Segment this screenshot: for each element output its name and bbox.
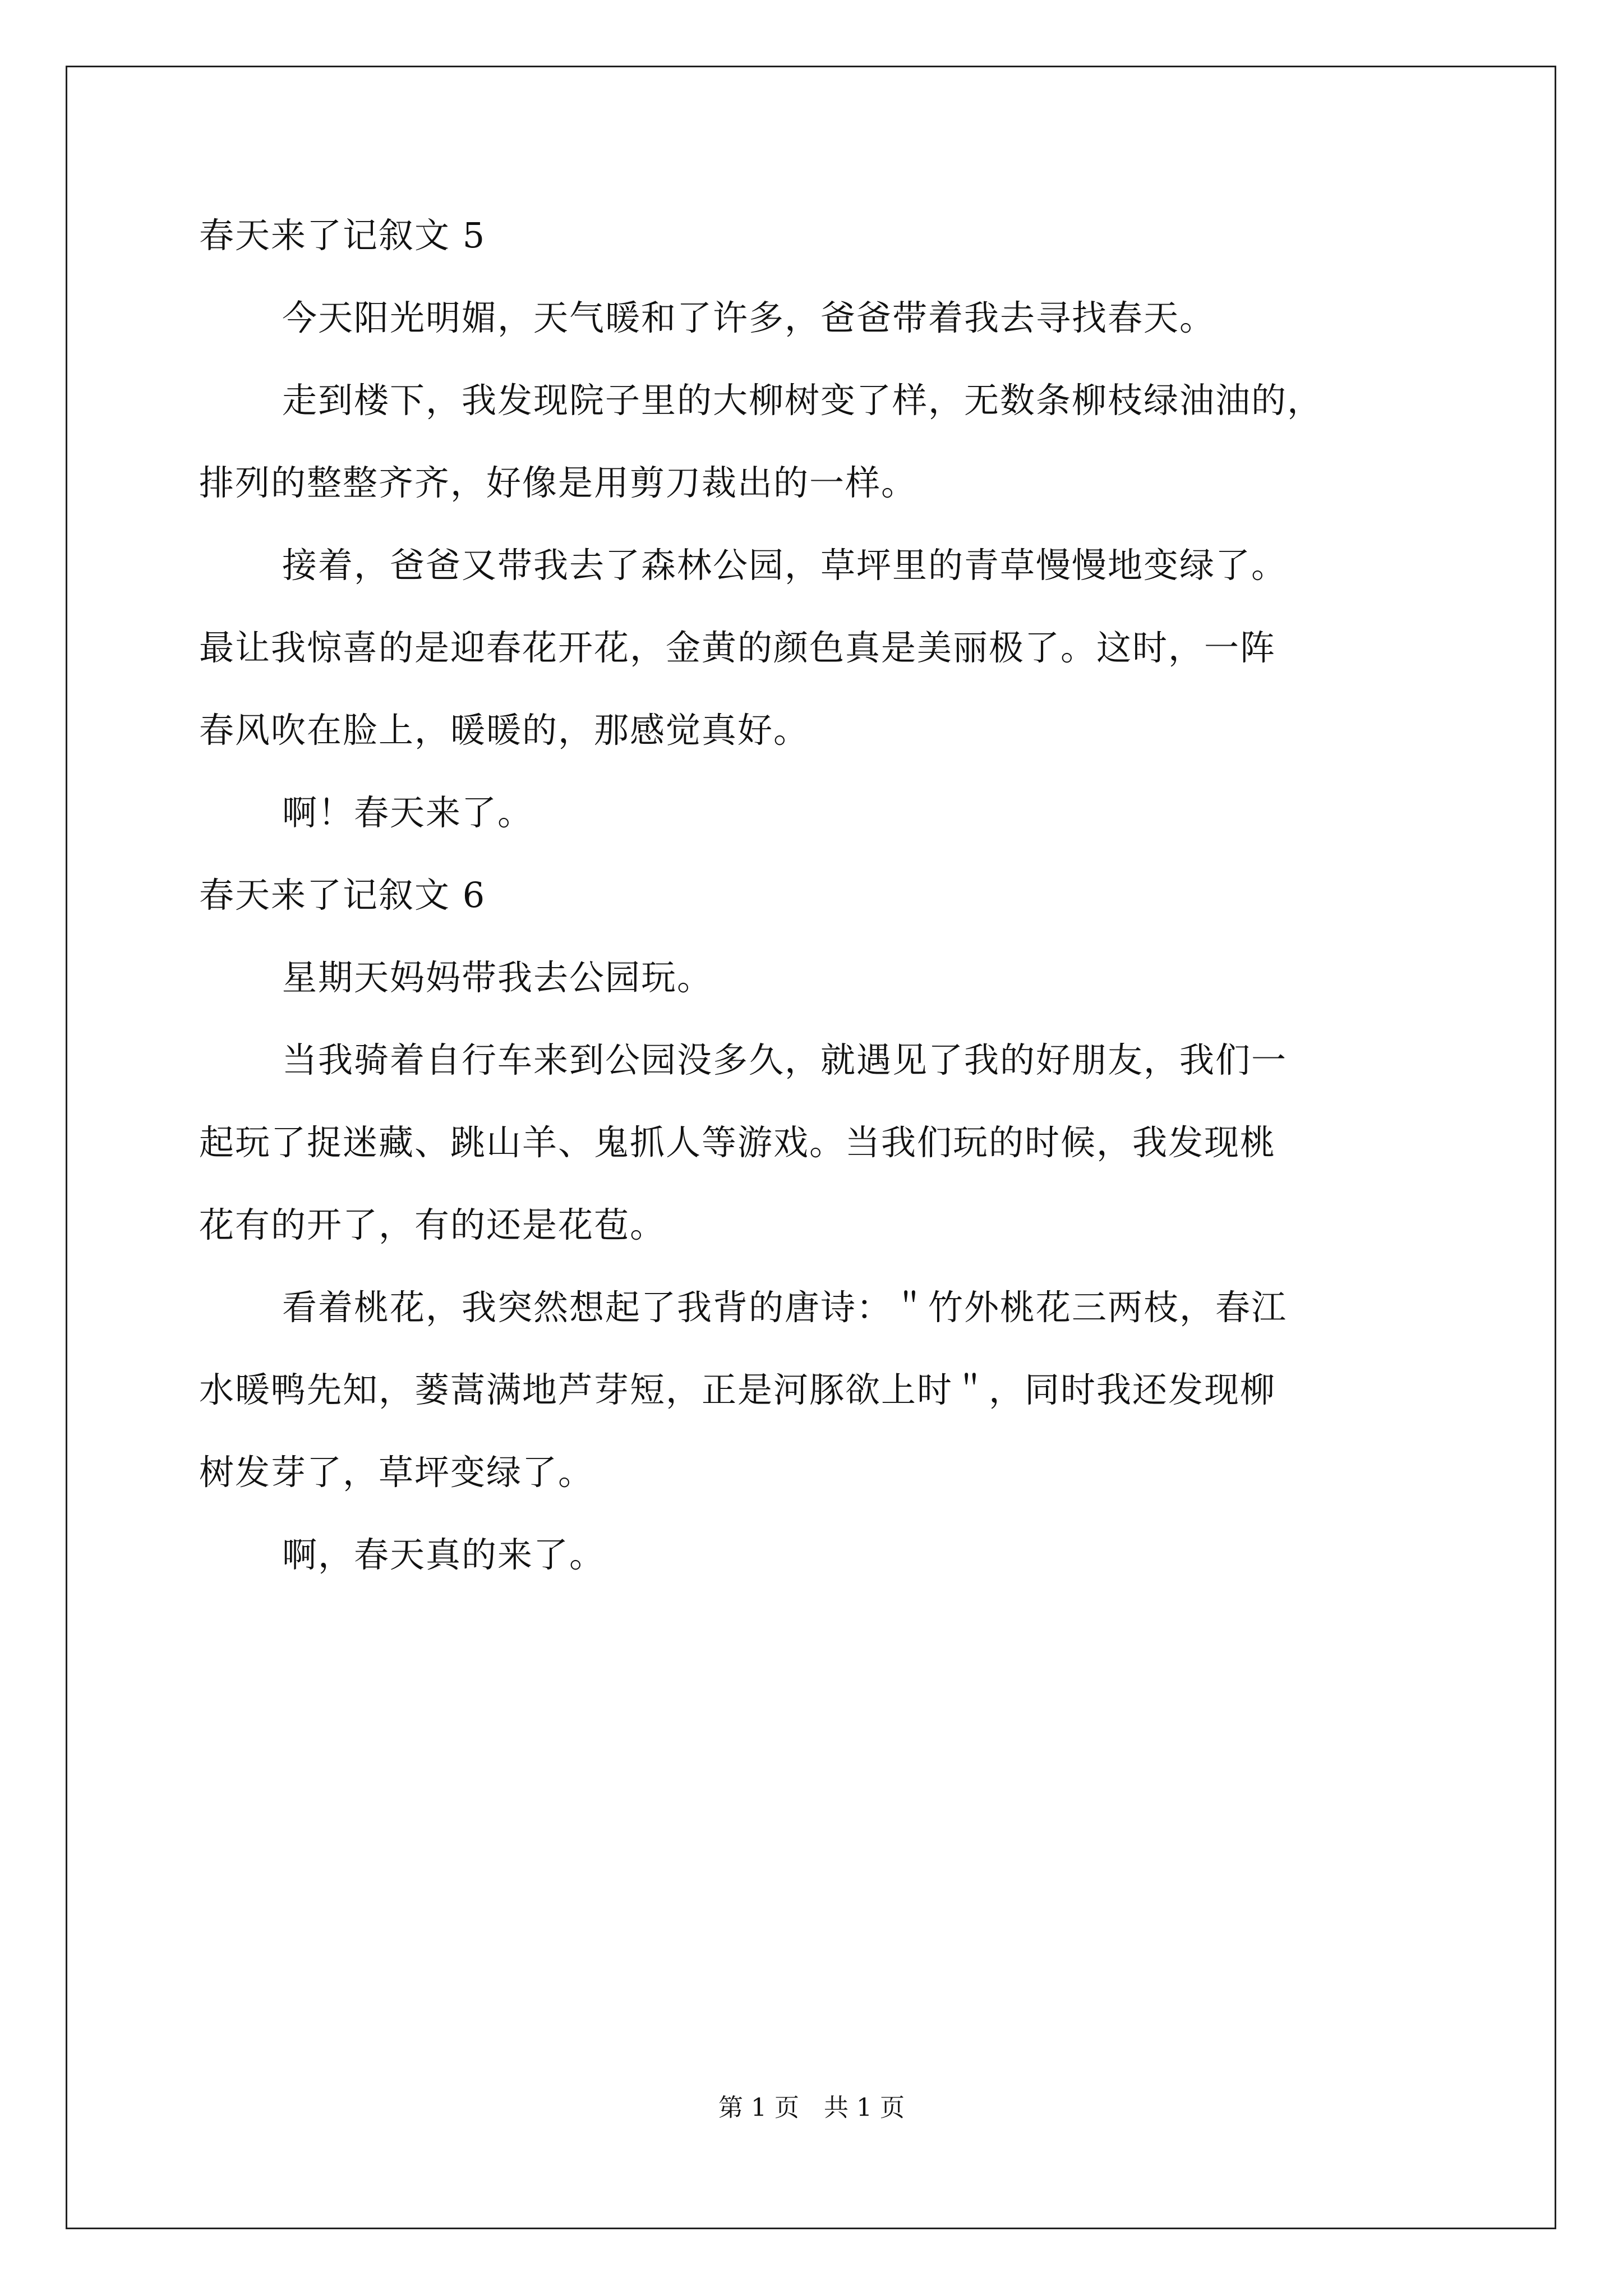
paragraph-line: 今天阳光明媚，天气暖和了许多，爸爸带着我去寻找春天。 <box>282 297 1216 338</box>
paragraph-line: 起玩了捉迷藏、跳山羊、鬼抓人等游戏。当我们玩的时候，我发现桃 <box>199 1122 1276 1163</box>
paragraph-line: 当我骑着自行车来到公园没多久，就遇见了我的好朋友，我们一 <box>282 1039 1288 1080</box>
section-title: 春天来了记叙文 6 <box>199 875 486 915</box>
page-number: 第 1 页 共 1 页 <box>718 2093 905 2122</box>
paragraph-line: 走到楼下，我发现院子里的大柳树变了样，无数条柳枝绿油油的， <box>282 380 1324 421</box>
paragraph-line: 星期天妈妈带我去公园玩。 <box>282 957 713 998</box>
paragraph-line: 看着桃花，我突然想起了我背的唐诗：＂竹外桃花三两枝，春江 <box>282 1287 1288 1328</box>
paragraph-line: 啊！春天来了。 <box>282 792 534 833</box>
paragraph-line: 最让我惊喜的是迎春花开花，金黄的颜色真是美丽极了。这时，一阵 <box>199 627 1276 668</box>
paragraph-line: 春风吹在脸上，暖暖的，那感觉真好。 <box>199 710 810 751</box>
paragraph-line: 啊，春天真的来了。 <box>282 1534 606 1575</box>
paragraph-line: 树发芽了，草坪变绿了。 <box>199 1452 594 1493</box>
section-title: 春天来了记叙文 5 <box>199 215 486 256</box>
paragraph-line: 排列的整整齐齐，好像是用剪刀裁出的一样。 <box>199 462 917 503</box>
paragraph-line: 水暖鸭先知，蒌蒿满地芦芽短，正是河豚欲上时＂，同时我还发现柳 <box>199 1369 1276 1410</box>
paragraph-line: 花有的开了，有的还是花苞。 <box>199 1204 666 1245</box>
paragraph-line: 接着，爸爸又带我去了森林公园，草坪里的青草慢慢地变绿了。 <box>282 545 1288 586</box>
